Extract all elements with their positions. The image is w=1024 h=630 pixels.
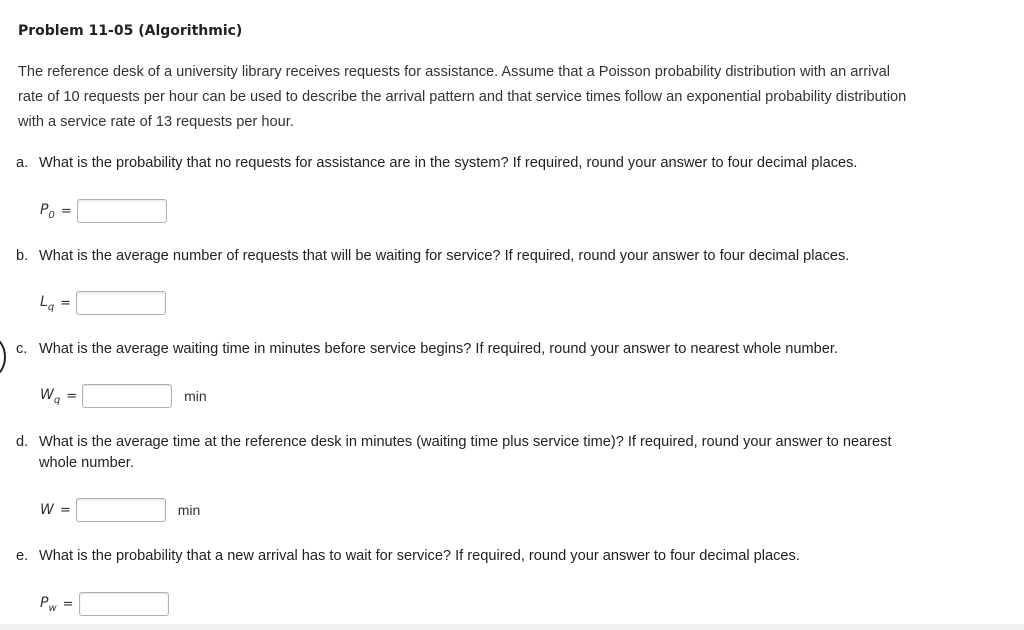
equals-sign: =	[60, 203, 72, 219]
equals-sign: =	[60, 295, 72, 311]
question-letter: c.	[16, 341, 28, 357]
question-letter: d.	[16, 434, 29, 450]
equals-sign: =	[62, 596, 74, 612]
question-text: What is the average waiting time in minutes before service begins? If required, round your answer to nearest whole number.	[39, 341, 839, 357]
wq-input[interactable]	[82, 384, 172, 408]
question-b	[16, 246, 849, 267]
question-a	[16, 153, 857, 174]
wq-label: $W_q$	[40, 386, 61, 406]
question-text: What is the probability that a new arrival has to wait for service? If required, round your answer to four decimal places.	[39, 548, 800, 564]
w-label: W	[40, 502, 54, 518]
question-letter: b.	[16, 248, 29, 264]
page-bottom-edge	[0, 624, 1024, 630]
w-unit: min	[177, 502, 201, 518]
question-c	[16, 339, 838, 360]
question-letter: a.	[16, 155, 29, 171]
problem-title: Problem 11-05 (Algorithmic)	[18, 23, 243, 39]
lq-label: $L_q$	[40, 293, 55, 313]
answer-row-p0	[40, 198, 167, 224]
description-line: The reference desk of a university library receives requests for assistance. Assume that a Poisson probability distribution with an arrival	[18, 64, 890, 80]
wq-unit: min	[184, 388, 207, 404]
question-text-continued: whole number.	[39, 455, 134, 471]
description-line: rate of 10 requests per hour can be used to describe the arrival pattern and that service times follow an exponential probability distribution	[18, 89, 907, 105]
pw-label: $P_w$	[40, 594, 57, 614]
p0-label: $P_0$	[40, 201, 55, 221]
question-text: What is the probability that no requests for assistance are in the system? If required, round your answer to four decimal places.	[39, 155, 858, 171]
answer-row-pw	[40, 591, 169, 617]
question-e	[16, 546, 800, 567]
answer-row-lq	[40, 290, 166, 316]
answer-row-w	[40, 497, 200, 523]
w-input[interactable]	[76, 498, 166, 522]
question-letter: e.	[16, 548, 29, 564]
question-d	[16, 432, 892, 474]
equals-sign: =	[66, 388, 78, 404]
answer-row-wq	[40, 383, 207, 409]
equals-sign: =	[59, 502, 71, 518]
description-line: with a service rate of 13 requests per hour.	[18, 114, 294, 130]
lq-input[interactable]	[76, 291, 166, 315]
question-text: What is the average number of requests that will be waiting for service? If required, round your answer to four decimal places.	[39, 248, 850, 264]
problem-description	[18, 60, 1024, 135]
bracket-decoration	[0, 337, 6, 377]
question-text: What is the average time at the reference desk in minutes (waiting time plus service time)? If required, round your answer to nearest	[39, 434, 892, 450]
p0-input[interactable]	[77, 199, 167, 223]
pw-input[interactable]	[79, 592, 169, 616]
